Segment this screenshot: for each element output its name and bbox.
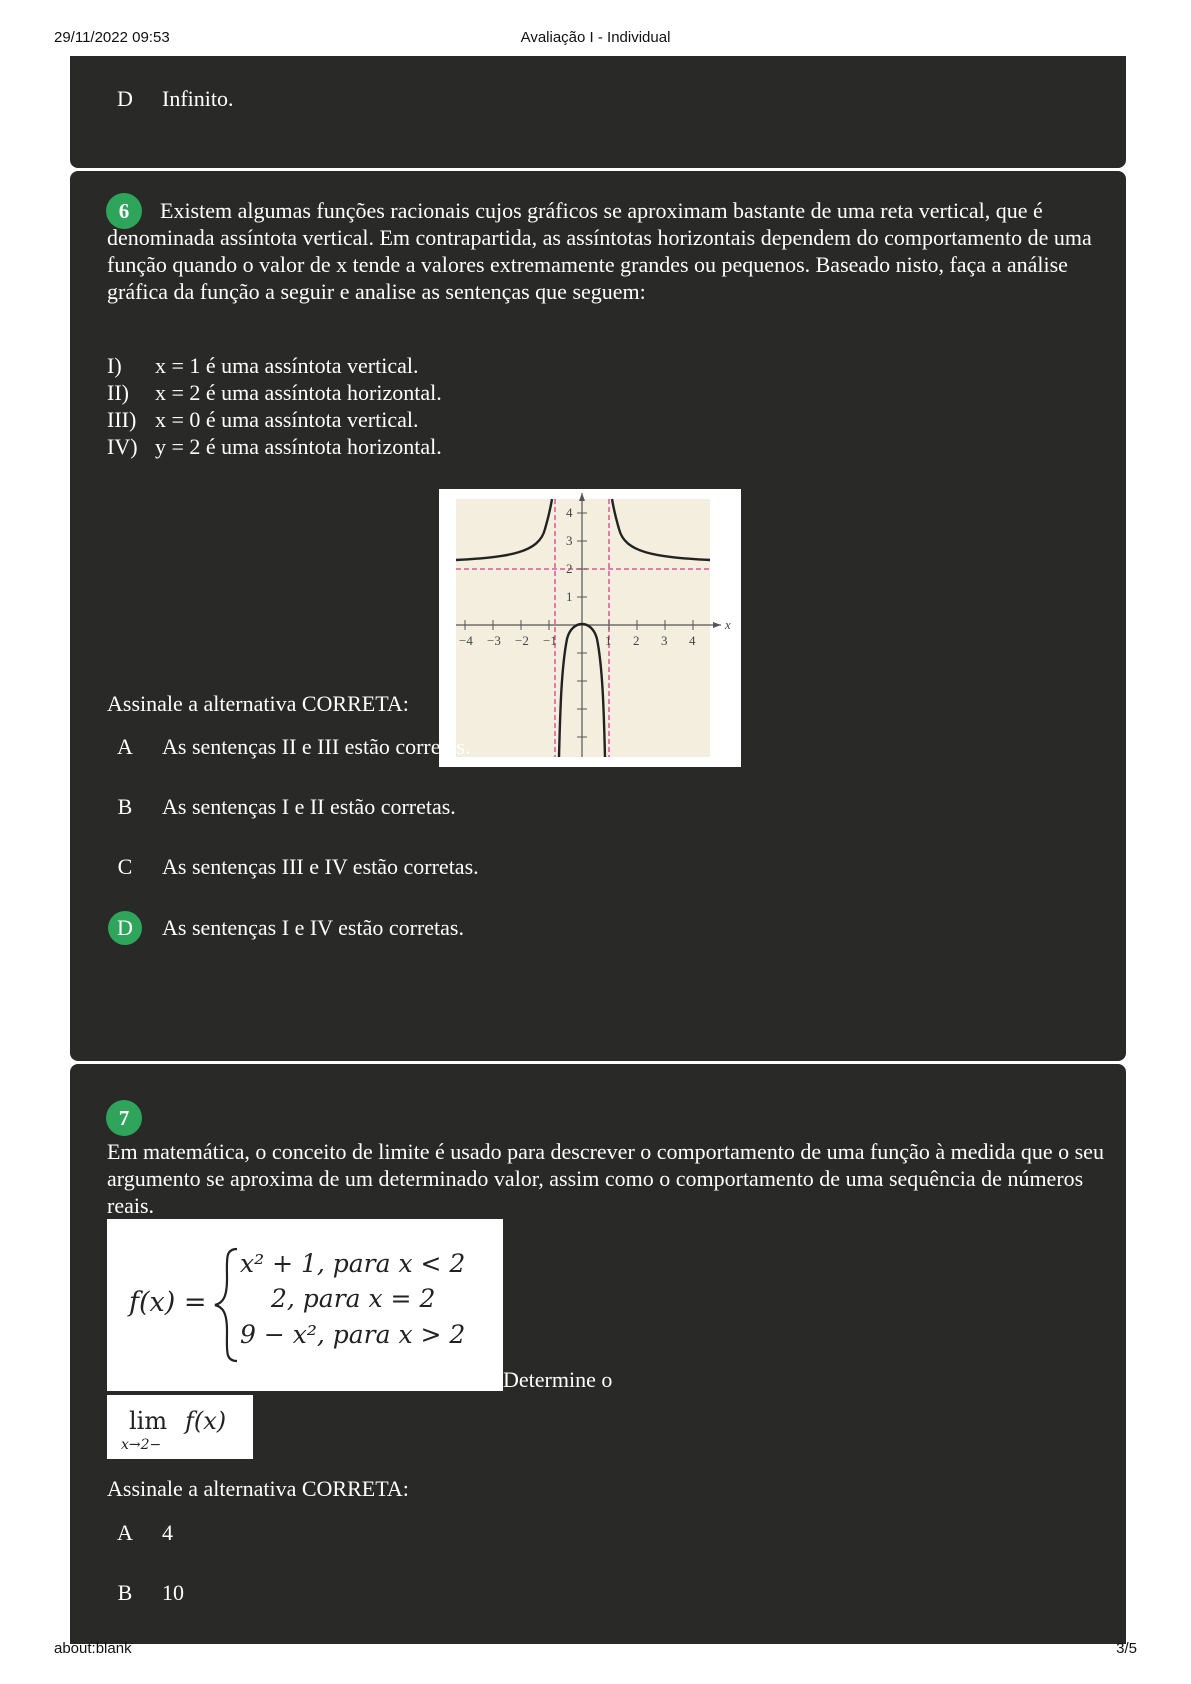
x-tick-label: 3 bbox=[661, 633, 668, 648]
formula-brace bbox=[215, 1249, 237, 1361]
x-tick-label: −1 bbox=[543, 633, 557, 648]
statement-1: I) x = 1 é uma assíntota vertical. bbox=[107, 353, 419, 378]
question-text: Em matemática, o conceito de limite é usado para descrever o comportamento de uma função à medida que o seu argumento se aproxima de um determinado valor, assim como o comportamento de uma sequência de números reais. bbox=[107, 1139, 1104, 1218]
question-7-card bbox=[70, 1064, 1126, 1644]
statement-2: II) x = 2 é uma assíntota horizontal. bbox=[107, 380, 442, 405]
limit-function: f(x) bbox=[185, 1407, 227, 1435]
formula-case-2: 2, para x = 2 bbox=[271, 1284, 436, 1313]
statement-4: IV) y = 2 é uma assíntota horizontal. bbox=[107, 434, 442, 459]
question-prompt: Assinale a alternativa CORRETA: bbox=[107, 691, 409, 716]
option-text: As sentenças III e IV estão corretas. bbox=[162, 854, 479, 879]
option-text: 10 bbox=[162, 1580, 184, 1605]
option-letter: A bbox=[117, 1520, 133, 1545]
option-letter: C bbox=[117, 854, 133, 879]
option-c[interactable] bbox=[108, 850, 1008, 884]
y-tick-label: 4 bbox=[566, 505, 573, 520]
option-text: 4 bbox=[162, 1520, 173, 1545]
question-number-badge: 6 bbox=[106, 193, 142, 229]
x-tick-label: −3 bbox=[487, 633, 501, 648]
option-letter: A bbox=[117, 734, 133, 759]
previous-question-card bbox=[70, 56, 1126, 168]
option-letter: D bbox=[117, 86, 133, 111]
x-tick-label: 2 bbox=[633, 633, 640, 648]
option-letter: B bbox=[117, 1580, 133, 1605]
determine-text: Determine o bbox=[503, 1367, 613, 1392]
graph-background bbox=[456, 499, 710, 757]
option-a[interactable] bbox=[108, 1516, 1008, 1550]
option-letter-selected: D bbox=[108, 911, 142, 945]
option-text: As sentenças II e III estão corretas. bbox=[162, 734, 471, 759]
statement-3: III) x = 0 é uma assíntota vertical. bbox=[107, 407, 419, 432]
formula-case-1: x² + 1, para x < 2 bbox=[240, 1249, 466, 1278]
formula-lhs: f(x) = bbox=[129, 1287, 207, 1318]
option-b[interactable] bbox=[108, 790, 1008, 824]
limit-subscript: x→2− bbox=[121, 1437, 162, 1453]
x-tick-label: 4 bbox=[689, 633, 696, 648]
graph-svg bbox=[439, 489, 741, 767]
print-title: Avaliação I - Individual bbox=[520, 29, 671, 46]
print-page-number: 3/5 bbox=[1116, 1640, 1137, 1657]
option-d[interactable] bbox=[108, 82, 1008, 116]
option-d-selected[interactable] bbox=[108, 911, 1008, 945]
x-tick-label: 1 bbox=[605, 633, 612, 648]
option-b[interactable] bbox=[108, 1576, 1008, 1610]
print-url: about:blank bbox=[54, 1640, 132, 1657]
piecewise-function-image bbox=[107, 1219, 503, 1391]
function-graph bbox=[439, 489, 741, 767]
print-datetime: 29/11/2022 09:53 bbox=[54, 29, 170, 46]
option-text: As sentenças I e IV estão corretas. bbox=[162, 915, 464, 940]
option-text: As sentenças I e II estão corretas. bbox=[162, 794, 456, 819]
print-header bbox=[0, 29, 1191, 49]
question-prompt: Assinale a alternativa CORRETA: bbox=[107, 1476, 409, 1501]
option-text: Infinito. bbox=[162, 86, 234, 111]
option-letter: B bbox=[117, 794, 133, 819]
x-axis-label: x bbox=[725, 617, 731, 632]
y-tick-label: 2 bbox=[566, 561, 573, 576]
limit-lim: lim bbox=[129, 1407, 168, 1435]
question-text: Existem algumas funções racionais cujos gráficos se aproximam bastante de uma reta vertical, que é denominada assíntota vertical. Em contrapartida, as assíntotas horizontais dependem do comportamento de uma função quando o valor de x tende a valores extremamente grandes ou pequenos. Baseado nisto, faça a análise gráfica da função a seguir e analise as sentenças que seguem: bbox=[107, 198, 1092, 304]
question-number-badge: 7 bbox=[106, 1100, 142, 1136]
question-6-card bbox=[70, 171, 1126, 1061]
print-footer bbox=[0, 1640, 1191, 1660]
formula-case-3: 9 − x², para x > 2 bbox=[240, 1320, 466, 1349]
piecewise-svg bbox=[107, 1219, 503, 1391]
option-a[interactable] bbox=[108, 730, 1008, 764]
x-tick-label: −2 bbox=[515, 633, 529, 648]
y-tick-label: 1 bbox=[566, 589, 573, 604]
y-tick-label: 3 bbox=[566, 533, 573, 548]
limit-expression-image bbox=[107, 1395, 253, 1459]
x-tick-label: −4 bbox=[459, 633, 473, 648]
